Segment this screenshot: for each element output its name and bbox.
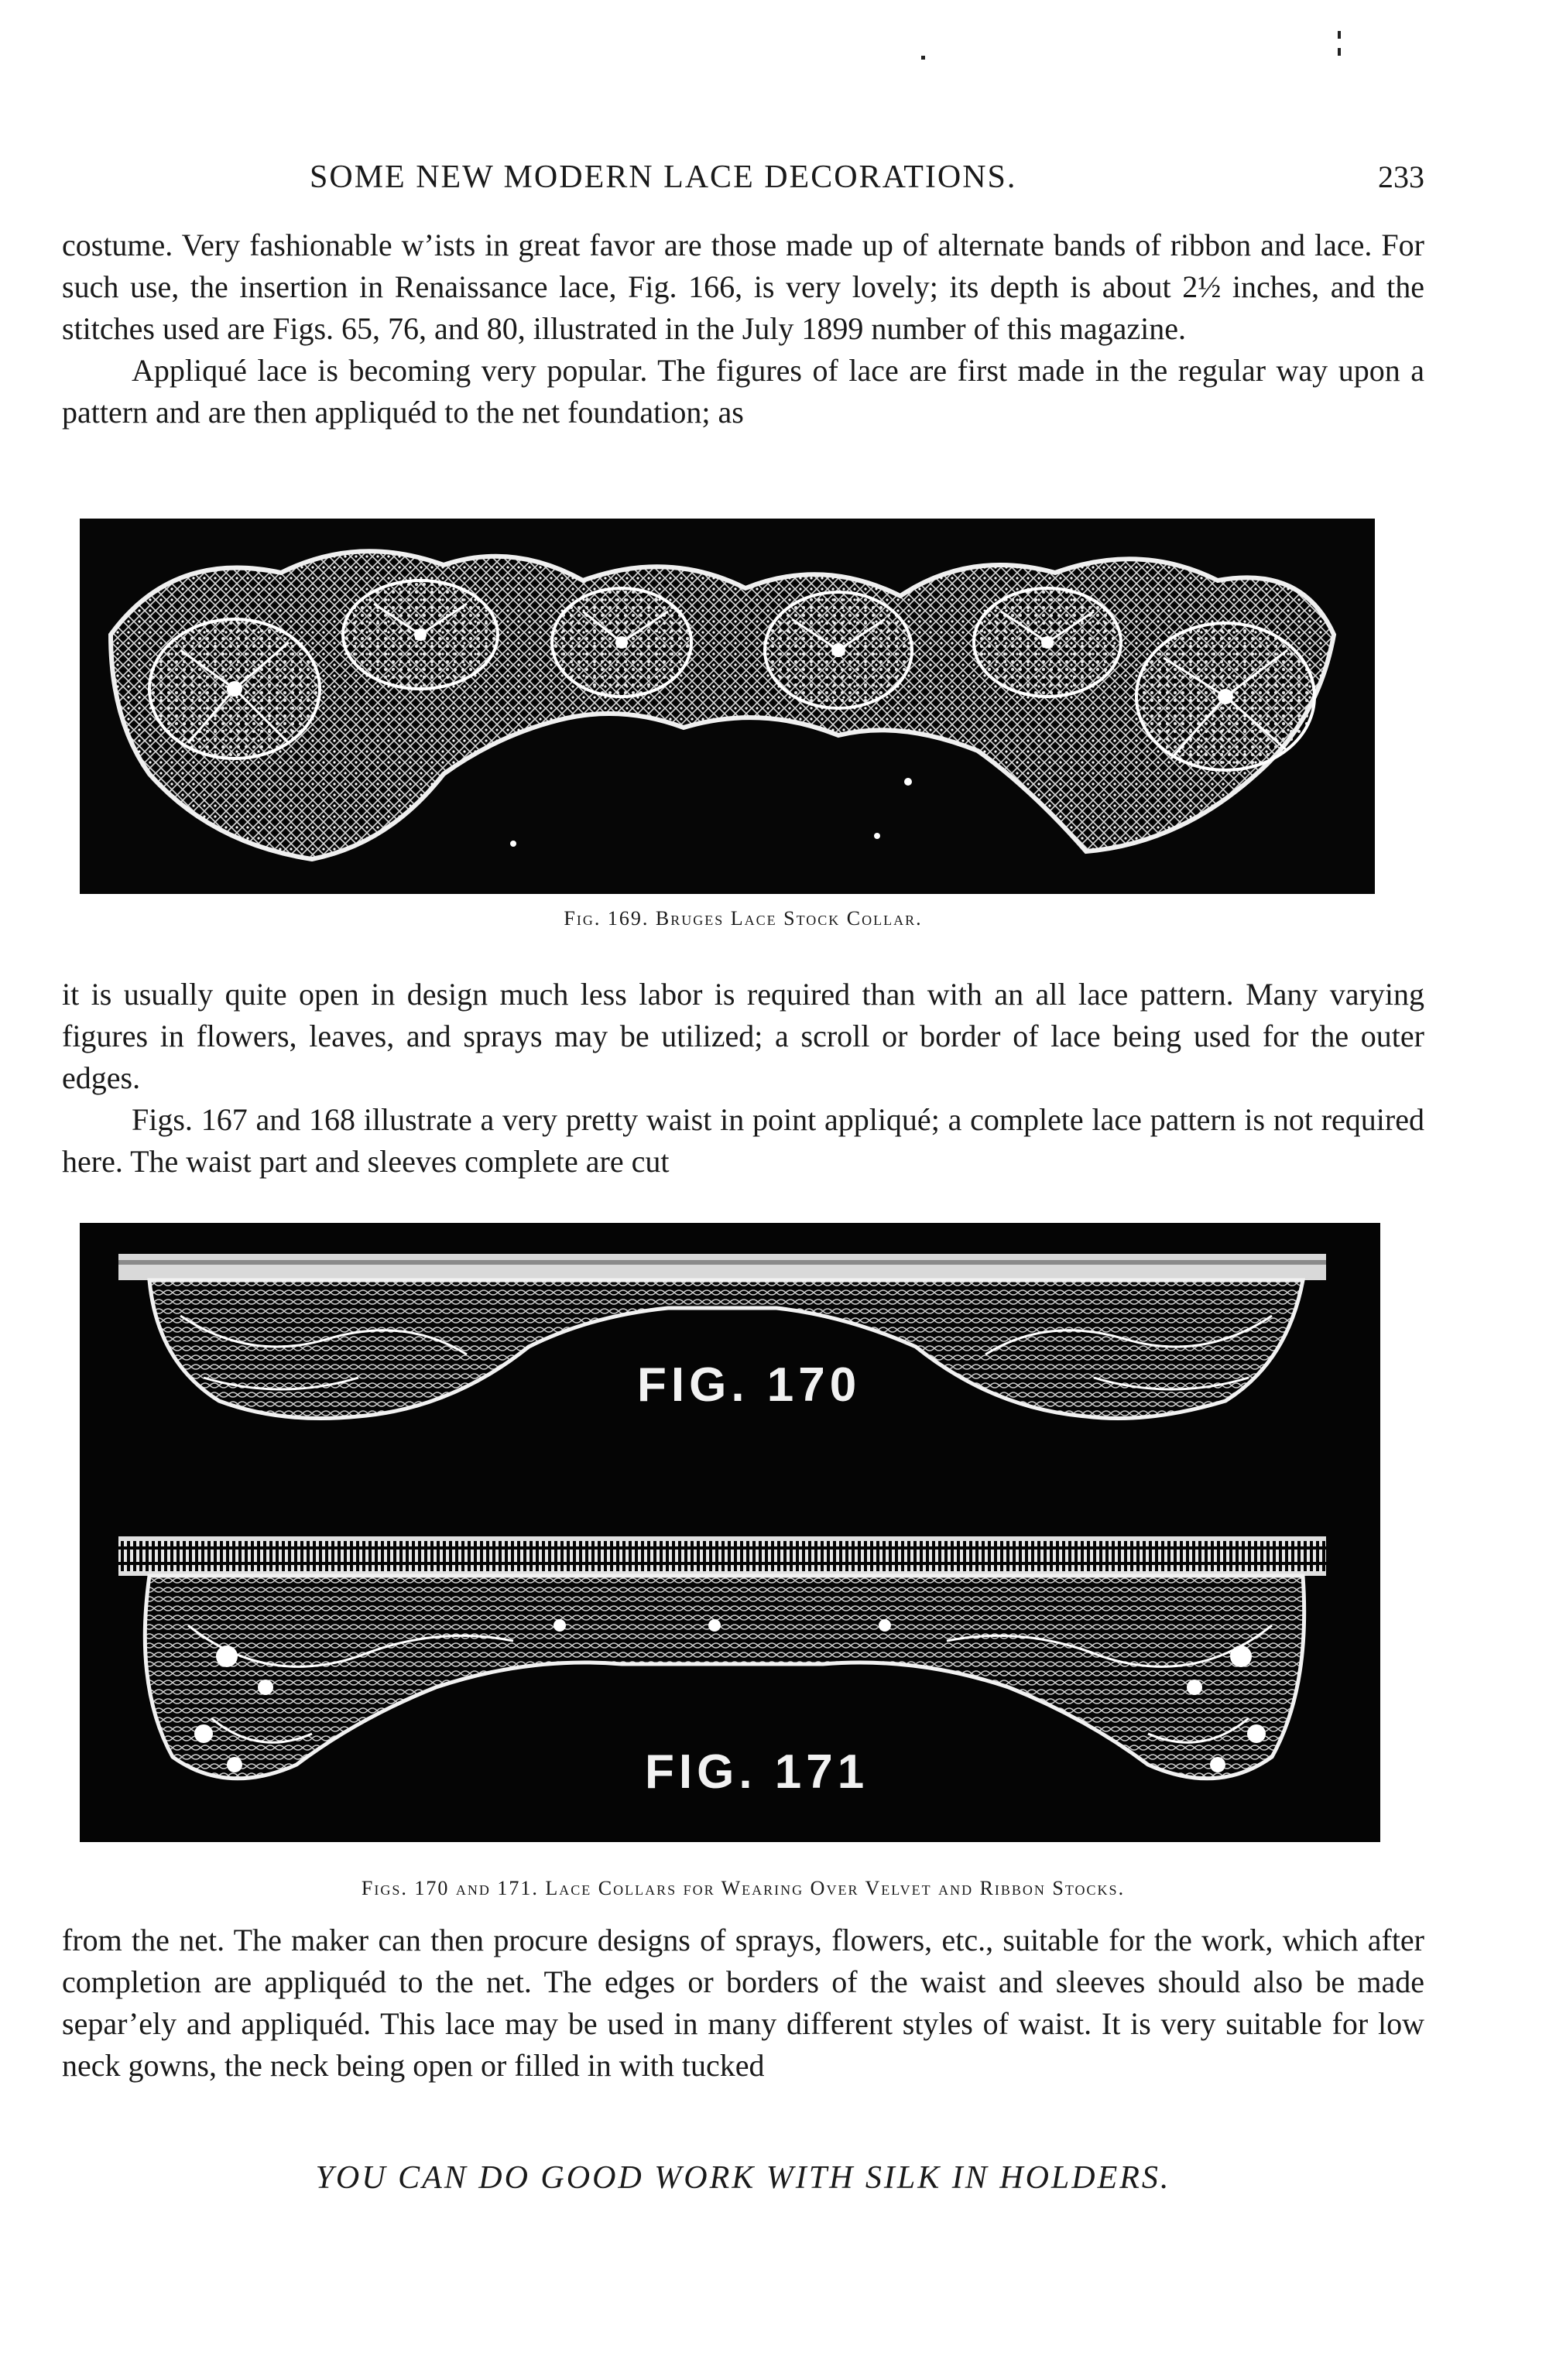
margin-speck [1338, 48, 1341, 56]
figure-170-171-lace-collars [80, 1223, 1380, 1842]
paragraph: Figs. 167 and 168 illustrate a very pretty waist in point appliqué; a complete lace pattern is not required here. The waist part and sleeves complete are cut [62, 1102, 1424, 1179]
margin-speck [1338, 31, 1341, 39]
figure-169-bruges-lace-stock-collar [80, 519, 1375, 894]
paragraph: from the net. The maker can then procure designs of sprays, flowers, etc., suitable for the work, which after completion are appliquéd to the net. The edges or borders of the waist and sleeves should also be made separ’ely and appliquéd. This lace may be used in many different styles of waist. It is very suitable for low neck gowns, the neck being open or filled in with tucked [62, 1923, 1424, 2083]
lace-collars-illustration [80, 1223, 1380, 1842]
paragraph: costume. Very fashionable w’ists in great favor are those made up of alternate bands of ribbon and lace. For such use, the insertion in Renaissance lace, Fig. 166, is very lovely; its depth is about 2½ inches, and the stitches used are Figs. 65, 76, and 80, illustrated in the July 1899 number of this magazine. [62, 228, 1424, 346]
figures-170-171-caption: Figs. 170 and 171. Lace Collars for Wearing Over Velvet and Ribbon Stocks. [361, 1877, 1126, 1899]
running-title: SOME NEW MODERN LACE DECORATIONS. [310, 159, 1017, 195]
figure-171-label: FIG. 171 [645, 1745, 869, 1799]
text-block-bottom [62, 1919, 1424, 2087]
page-header [62, 159, 1424, 196]
text-block-top [62, 224, 1424, 433]
margin-speck [921, 56, 925, 60]
paragraph: it is usually quite open in design much less labor is required than with an all lace pattern. Many varying figures in flowers, leaves, and sprays may be utilized; a scroll or border of lace being used for the outer edges. [62, 977, 1424, 1095]
lace-collar-illustration [80, 519, 1375, 894]
figure-169-caption: Fig. 169. Bruges Lace Stock Collar. [564, 907, 923, 930]
page-number: 233 [1378, 159, 1424, 194]
footer-slogan: YOU CAN DO GOOD WORK WITH SILK IN HOLDERS. [315, 2160, 1171, 2196]
figure-170-label: FIG. 170 [637, 1358, 862, 1412]
text-block-middle [62, 974, 1424, 1183]
paragraph: Appliqué lace is becoming very popular. The figures of lace are first made in the regular way upon a pattern and are then appliquéd to the net foundation; as [62, 353, 1424, 430]
